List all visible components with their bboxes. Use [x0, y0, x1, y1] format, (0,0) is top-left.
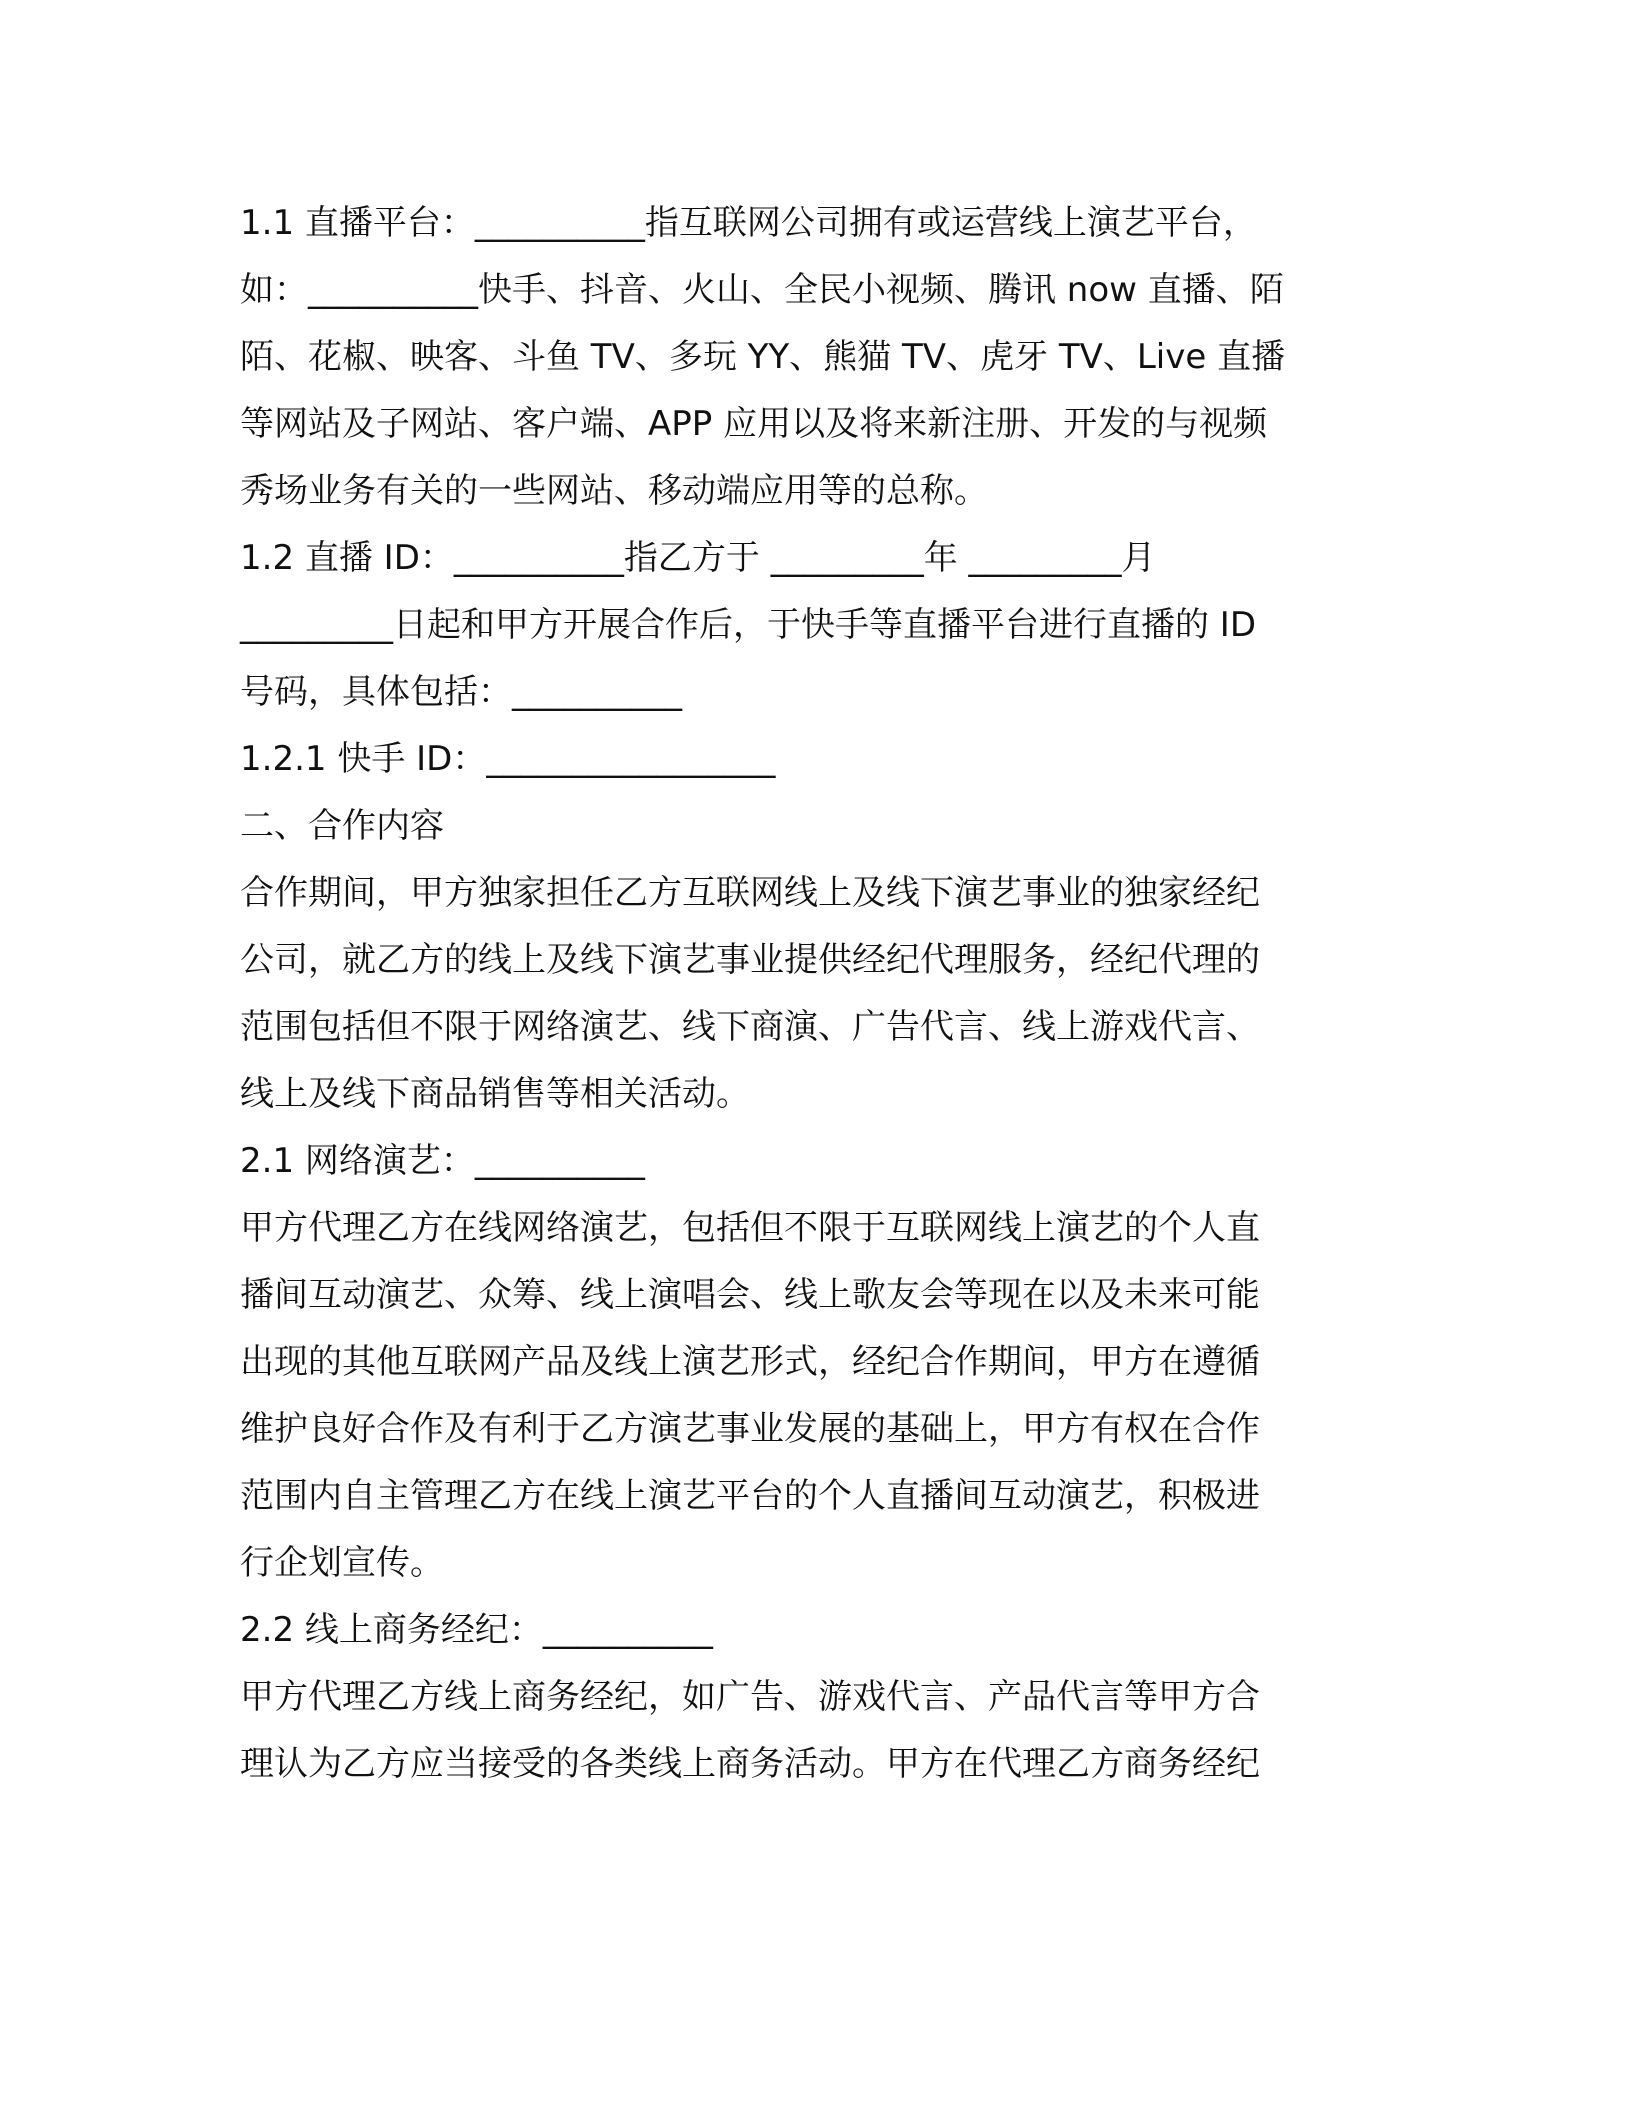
- text-line: 出现的其他互联网产品及线上演艺形式，经纪合作期间，甲方在遵循: [240, 1342, 1260, 1382]
- text-line: 甲方代理乙方线上商务经纪，如广告、游戏代言、产品代言等甲方合: [240, 1677, 1260, 1717]
- text-line: 2.1 网络演艺：__________: [240, 1141, 645, 1181]
- text-line: 号码，具体包括：__________: [240, 672, 682, 712]
- text-line: 甲方代理乙方在线网络演艺，包括但不限于互联网线上演艺的个人直: [240, 1208, 1260, 1248]
- text-line: 线上及线下商品销售等相关活动。: [240, 1074, 750, 1114]
- section-heading: 二、合作内容: [240, 806, 444, 846]
- text-line: 等网站及子网站、客户端、APP 应用以及将来新注册、开发的与视频: [240, 404, 1268, 444]
- text-line: 维护良好合作及有利于乙方演艺事业发展的基础上，甲方有权在合作: [240, 1409, 1260, 1449]
- text-line: 行企划宣传。: [240, 1543, 444, 1583]
- text-line: 理认为乙方应当接受的各类线上商务活动。甲方在代理乙方商务经纪: [240, 1744, 1260, 1784]
- text-line: 范围包括但不限于网络演艺、线下商演、广告代言、线上游戏代言、: [240, 1007, 1260, 1047]
- text-line: 秀场业务有关的一些网站、移动端应用等的总称。: [240, 471, 988, 511]
- text-line: 1.2.1 快手 ID：_________________: [240, 739, 776, 779]
- text-line: 播间互动演艺、众筹、线上演唱会、线上歌友会等现在以及未来可能: [240, 1275, 1260, 1315]
- text-line: 1.1 直播平台：__________指互联网公司拥有或运营线上演艺平台，: [240, 203, 1257, 243]
- text-line: 合作期间，甲方独家担任乙方互联网线上及线下演艺事业的独家经纪: [240, 873, 1260, 913]
- text-line: 如：__________快手、抖音、火山、全民小视频、腾讯 now 直播、陌: [240, 270, 1284, 310]
- document-page: [240, 190, 1390, 1798]
- text-line: _________日起和甲方开展合作后，于快手等直播平台进行直播的 ID: [240, 605, 1257, 645]
- text-line: 范围内自主管理乙方在线上演艺平台的个人直播间互动演艺，积极进: [240, 1476, 1260, 1516]
- text-line: 2.2 线上商务经纪：__________: [240, 1610, 713, 1650]
- text-line: 公司，就乙方的线上及线下演艺事业提供经纪代理服务，经纪代理的: [240, 940, 1260, 980]
- text-line: 陌、花椒、映客、斗鱼 TV、多玩 YY、熊猫 TV、虎牙 TV、Live 直播: [240, 337, 1286, 377]
- text-line: 1.2 直播 ID：__________指乙方于 _________年 _________月: [240, 538, 1156, 578]
